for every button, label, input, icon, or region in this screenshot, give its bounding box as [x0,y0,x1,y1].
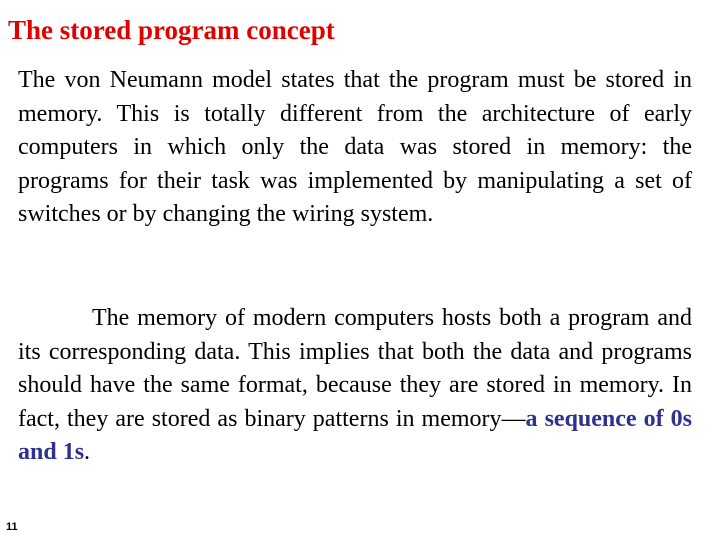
paragraph-memory-text: The memory of modern computers hosts both a program and its corresponding data. This implies that both the data and programs should have the same format, because they are stored in memory. In fact, they are stored as binary patterns in memory— [18,305,692,432]
slide-title: The stored program concept [8,15,335,45]
paragraph-memory-period: . [84,439,91,466]
paragraph-von-neumann: The von Neumann model states that the program must be stored in memory. This is totally different from the architecture of early computers in which only the data was stored in memory: the programs for their task was implemented by manipulating a set of switches or by changing the wiring system. [18,67,692,228]
page-number: 11 [6,521,18,533]
binary-sequence-emphasis: a sequence of 0s and 1s [18,405,692,466]
paragraph-memory [18,302,692,470]
